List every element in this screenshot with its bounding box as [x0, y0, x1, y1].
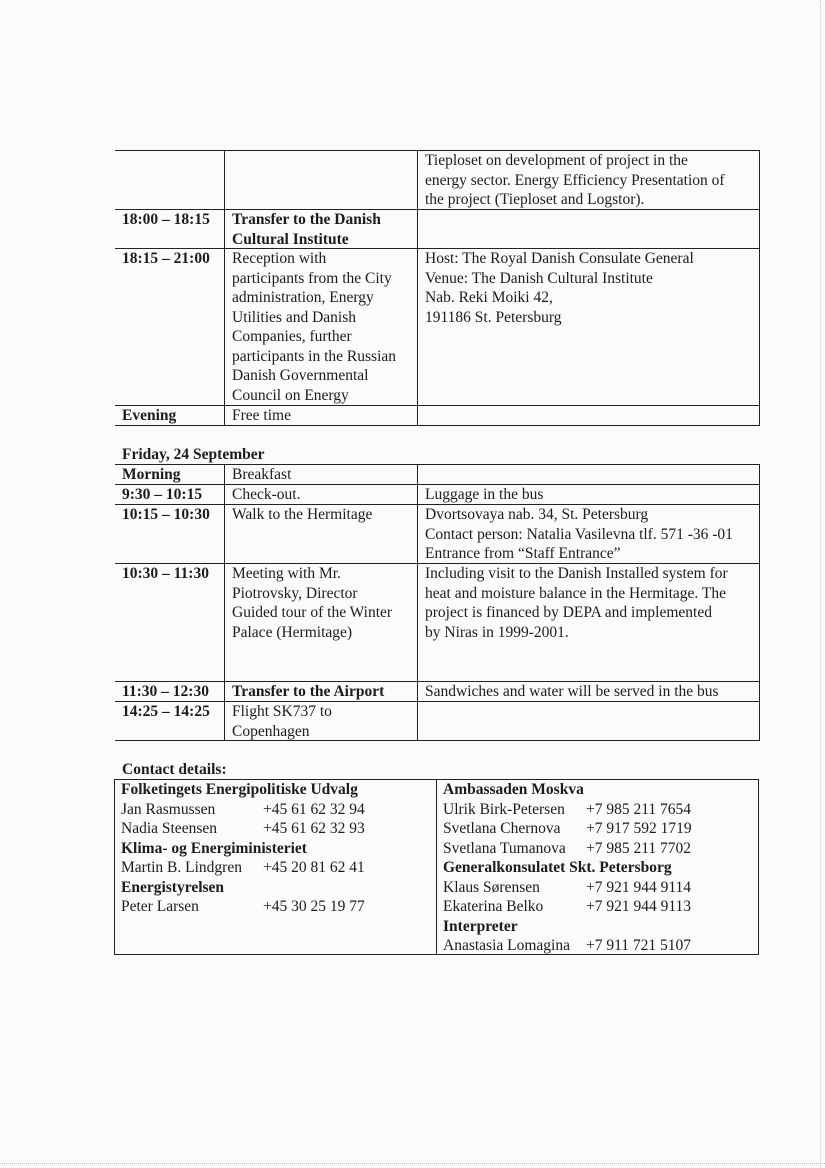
- contact-name: Jan Rasmussen: [121, 800, 216, 818]
- time-cell: 11:30 – 12:30: [122, 683, 209, 700]
- activity-cell: Check-out.: [232, 486, 301, 503]
- notes-line: Including visit to the Danish Installed system for: [425, 565, 728, 582]
- contact-name: Svetlana Chernova: [443, 820, 561, 837]
- contacts-right: [443, 780, 692, 956]
- time-cell: 18:15 – 21:00: [122, 250, 210, 267]
- contact-phone: +7 921 944 9113: [586, 898, 692, 915]
- contact-name: Peter Larsen: [121, 898, 199, 915]
- notes-line: Dvortsovaya nab. 34, St. Petersburg: [425, 506, 649, 523]
- activity-line: Companies, further: [232, 328, 352, 345]
- notes-cell: Luggage in the bus: [425, 486, 544, 503]
- notes-cell: [425, 249, 694, 327]
- contact-phone: +7 985 211 7654: [586, 800, 692, 818]
- notes-cell: Sandwiches and water will be served in the bus: [425, 683, 719, 700]
- notes-cell: [425, 505, 733, 564]
- notes-line: Venue: The Danish Cultural Institute: [425, 269, 653, 287]
- contact-phone: +45 30 25 19 77: [263, 898, 365, 915]
- activity-line: Reception with: [232, 250, 327, 267]
- time-cell: 10:15 – 10:30: [122, 506, 210, 523]
- activity-line: Council on Energy: [232, 386, 349, 404]
- contact-org: Interpreter: [443, 917, 518, 935]
- contact-name: Ekaterina Belko: [443, 898, 544, 915]
- activity-line: Copenhagen: [232, 722, 310, 740]
- contact-name: Ulrik Birk-Petersen: [443, 800, 565, 818]
- activity-line: Flight SK737 to: [232, 703, 332, 720]
- activity-line: participants from the City: [232, 269, 392, 287]
- time-cell: 14:25 – 14:25: [122, 703, 210, 720]
- notes-line: Nab. Reki Moiki 42,: [425, 289, 553, 306]
- time-cell: 10:30 – 11:30: [122, 565, 209, 582]
- notes-line: by Niras in 1999-2001.: [425, 623, 569, 641]
- contact-name: Nadia Steensen: [121, 820, 217, 837]
- notes-line: energy sector. Energy Efficiency Presentation of: [425, 171, 725, 189]
- contact-divider: [436, 779, 437, 954]
- activity-line: Cultural Institute: [232, 230, 349, 248]
- activity-line: Piotrovsky, Director: [232, 584, 358, 602]
- contact-org: Klima- og Energiministeriet: [121, 839, 307, 857]
- activity-cell: [232, 702, 332, 741]
- contact-phone: +45 61 62 32 94: [263, 800, 365, 818]
- notes-line: Contact person: Natalia Vasilevna tlf. 571 -36 -01: [425, 525, 733, 543]
- page-edge-right: [820, 0, 821, 1168]
- activity-cell: [232, 564, 392, 642]
- activity-cell: Transfer to the Airport: [232, 683, 385, 700]
- notes-line: 191186 St. Petersburg: [425, 308, 562, 326]
- activity-line: Guided tour of the Winter: [232, 604, 393, 621]
- contact-name: Martin B. Lindgren: [121, 859, 242, 876]
- contact-name: Anastasia Lomagina: [443, 937, 570, 954]
- time-cell: 9:30 – 10:15: [122, 486, 203, 503]
- contact-phone: +7 911 721 5107: [586, 937, 692, 954]
- contact-org: Folketingets Energipolitiske Udvalg: [121, 781, 358, 798]
- notes-line: Host: The Royal Danish Consulate General: [425, 250, 694, 267]
- contact-phone: +7 917 592 1719: [586, 820, 692, 837]
- notes-cell: [425, 151, 725, 210]
- contacts-left: [121, 780, 365, 917]
- contact-phone: +7 921 944 9114: [586, 878, 692, 896]
- activity-line: administration, Energy: [232, 289, 374, 306]
- activity-cell: [232, 210, 381, 249]
- contact-phone: +7 985 211 7702: [586, 839, 692, 857]
- notes-line: the project (Tieploset and Logstor).: [425, 191, 645, 208]
- activity-line: Palace (Hermitage): [232, 623, 353, 641]
- contact-name: Klaus Sørensen: [443, 878, 540, 896]
- activity-line: Meeting with Mr.: [232, 565, 341, 582]
- time-cell: Morning: [122, 466, 181, 483]
- activity-line: Transfer to the Danish: [232, 211, 381, 228]
- notes-line: heat and moisture balance in the Hermitage. The: [425, 584, 726, 602]
- contact-org: Generalkonsulatet Skt. Petersborg: [443, 859, 672, 876]
- notes-cell: [425, 564, 728, 642]
- activity-cell: [232, 249, 396, 405]
- contact-phone: +45 20 81 62 41: [263, 859, 365, 876]
- contact-name: Svetlana Tumanova: [443, 839, 566, 857]
- contact-org: Energistyrelsen: [121, 878, 225, 896]
- day-heading: Friday, 24 September: [122, 446, 265, 463]
- time-cell: Evening: [122, 407, 177, 424]
- page-edge: [0, 1163, 825, 1164]
- activity-cell: Walk to the Hermitage: [232, 506, 373, 523]
- time-cell: 18:00 – 18:15: [122, 211, 210, 228]
- notes-line: Entrance from “Staff Entrance”: [425, 545, 621, 562]
- activity-line: participants in the Russian: [232, 347, 397, 365]
- contact-phone: +45 61 62 32 93: [263, 820, 365, 837]
- activity-line: Utilities and Danish: [232, 308, 356, 326]
- contact-heading: Contact details:: [122, 761, 227, 778]
- notes-line: project is financed by DEPA and implemented: [425, 604, 712, 621]
- activity-cell: Free time: [232, 407, 291, 424]
- contact-org: Ambassaden Moskva: [443, 781, 584, 798]
- activity-line: Danish Governmental: [232, 367, 369, 384]
- notes-line: Tieploset on development of project in the: [425, 152, 688, 169]
- activity-cell: Breakfast: [232, 466, 292, 483]
